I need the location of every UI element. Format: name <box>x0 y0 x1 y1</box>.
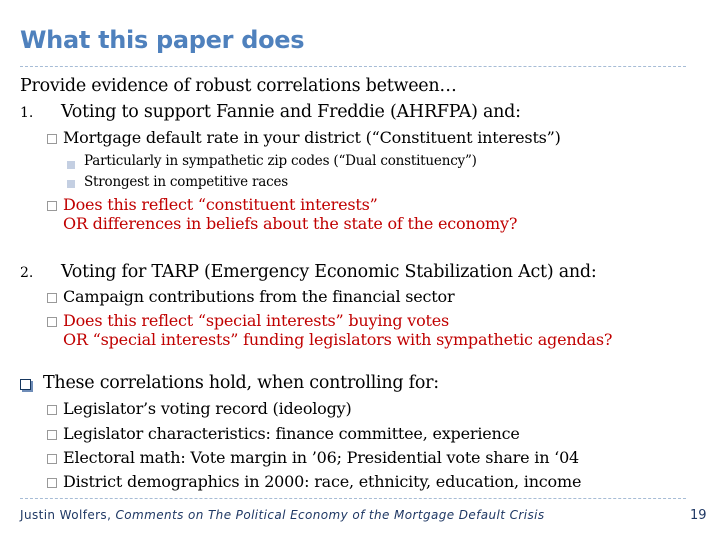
checkbox-bullet-icon <box>47 430 57 440</box>
checkbox-bullet-icon <box>47 134 57 144</box>
item-1-sub-2-line-1: Does this reflect “constituent interests” <box>63 195 378 214</box>
controls-item-3: Electoral math: Vote margin in ’06; Presidential vote share in ‘04 <box>63 448 580 467</box>
controls-item-2: Legislator characteristics: finance committee, experience <box>63 424 520 443</box>
checkbox-bullet-icon <box>47 454 57 464</box>
item-1-sub-1: Mortgage default rate in your district (“Constituent interests”) <box>63 128 561 147</box>
footer-divider <box>20 498 686 499</box>
item-2-number: 2. <box>20 265 34 281</box>
item-2-sub-2-line-1: Does this reflect “special interests” buying votes <box>63 311 450 330</box>
checkbox-bullet-icon <box>47 478 57 488</box>
item-1-sub-2-line-2: OR differences in beliefs about the state of the economy? <box>63 214 518 233</box>
footer-author: Justin Wolfers, <box>20 508 112 522</box>
intro-text: Provide evidence of robust correlations between… <box>20 76 457 96</box>
footer-talk-title: Comments on The Political Economy of the Mortgage Default Crisis <box>115 508 545 522</box>
controls-heading: These correlations hold, when controlling for: <box>43 373 439 393</box>
item-1-sub-1-bullet-1: Particularly in sympathetic zip codes (“Dual constituency”) <box>84 153 477 169</box>
item-2-heading: Voting for TARP (Emergency Economic Stabilization Act) and: <box>61 262 597 282</box>
page-number: 19 <box>690 508 707 523</box>
checkbox-bullet-icon <box>47 201 57 211</box>
item-2-sub-1: Campaign contributions from the financial sector <box>63 287 455 306</box>
checkbox-bullet-icon <box>47 405 57 415</box>
square-bullet-icon <box>20 379 31 390</box>
item-1-sub-1-bullet-2: Strongest in competitive races <box>84 174 289 190</box>
footer-citation <box>20 508 545 522</box>
checkbox-bullet-icon <box>47 293 57 303</box>
item-1-number: 1. <box>20 105 34 121</box>
slide-title: What this paper does <box>20 26 305 54</box>
item-2-sub-2-line-2: OR “special interests” funding legislators with sympathetic agendas? <box>63 330 613 349</box>
item-1-heading: Voting to support Fannie and Freddie (AHRFPA) and: <box>61 102 521 122</box>
controls-item-1: Legislator’s voting record (ideology) <box>63 399 352 418</box>
controls-item-4: District demographics in 2000: race, ethnicity, education, income <box>63 472 582 491</box>
checkbox-bullet-icon <box>47 317 57 327</box>
title-divider <box>20 66 686 67</box>
square-bullet-icon <box>67 161 75 169</box>
square-bullet-icon <box>67 180 75 188</box>
